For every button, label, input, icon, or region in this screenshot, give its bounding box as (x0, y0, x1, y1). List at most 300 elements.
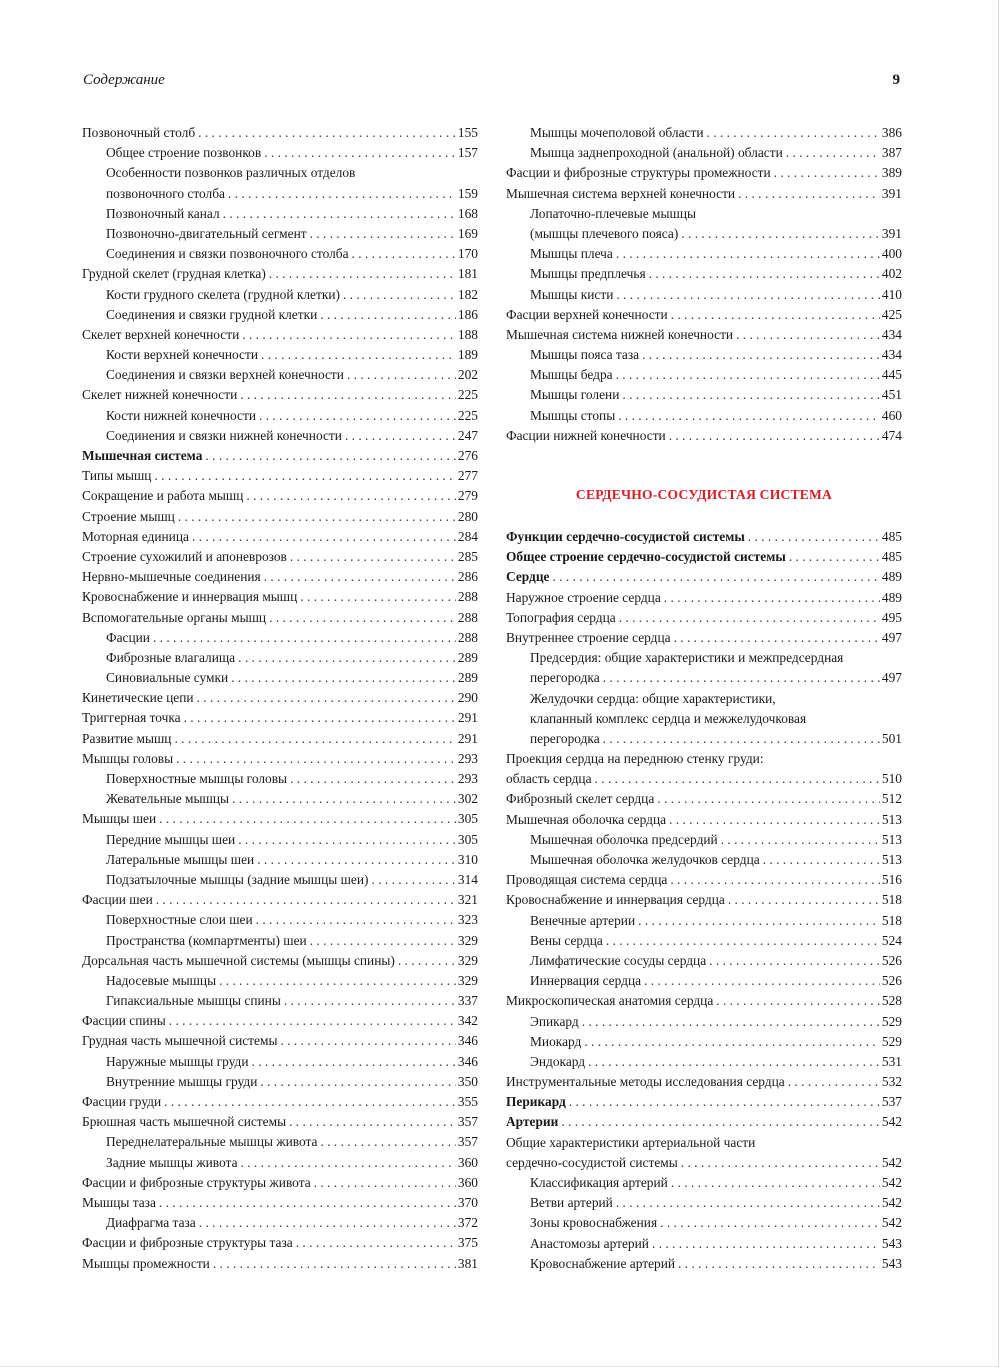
toc-entry[interactable] (82, 446, 478, 466)
dot-leader (296, 1233, 456, 1253)
section-heading-cardiovascular: СЕРДЕЧНО-СОСУДИСТАЯ СИСТЕМА (575, 487, 833, 502)
toc-entry[interactable] (82, 729, 478, 749)
dot-leader (269, 608, 456, 628)
toc-entry[interactable] (506, 1092, 902, 1112)
dot-leader (290, 547, 456, 567)
toc-page-number: 402 (881, 266, 902, 282)
toc-page-number: 329 (457, 932, 478, 948)
toc-page-number: 445 (881, 367, 902, 383)
dot-leader (310, 931, 456, 951)
dot-leader (246, 486, 456, 506)
toc-entry-title: Внутренние мышцы груди (106, 1073, 258, 1089)
toc-entry-title: Зоны кровоснабжения (530, 1215, 658, 1231)
toc-entry-title: Функции сердечно-сосудистой системы (506, 529, 745, 544)
toc-entry-title: Гипаксиальные мышцы спины (106, 993, 281, 1009)
toc-page-number: 291 (457, 710, 478, 726)
toc-subentry[interactable] (506, 224, 902, 244)
toc-entry[interactable] (506, 305, 902, 325)
toc-entry[interactable] (506, 628, 902, 648)
toc-page-number: 288 (457, 609, 478, 625)
toc-entry-title: (мышцы плечевого пояса) (530, 225, 679, 241)
toc-subentry[interactable] (506, 1234, 902, 1254)
toc-page-number: 225 (457, 407, 478, 423)
dot-leader (176, 749, 456, 769)
toc-subentry[interactable] (82, 991, 478, 1011)
toc-entry-title: Кости верхней конечности (106, 347, 258, 363)
toc-page-number: 489 (881, 569, 902, 585)
toc-subentry[interactable] (82, 628, 478, 648)
toc-page-number: 391 (881, 225, 902, 241)
toc-page-number: 537 (881, 1094, 902, 1110)
toc-entry-title: Кровоснабжение и иннервация сердца (506, 892, 725, 908)
toc-entry[interactable] (82, 587, 478, 607)
toc-entry[interactable] (82, 1092, 478, 1112)
toc-subentry[interactable] (82, 870, 478, 890)
toc-subentry[interactable] (82, 971, 478, 991)
toc-entry-title: Перикард (506, 1094, 566, 1110)
toc-entry-title: Анастомозы артерий (530, 1235, 649, 1251)
toc-page-number: 497 (881, 670, 902, 686)
toc-entry-title: сердечно-сосудистой системы (506, 1154, 678, 1170)
toc-subentry[interactable] (82, 426, 478, 446)
toc-entry-title: Мышцы кисти (530, 286, 614, 302)
toc-entry-title: Фасции и фиброзные структуры таза (82, 1235, 293, 1251)
toc-subentry[interactable] (506, 1012, 902, 1032)
toc-subentry[interactable] (82, 1132, 478, 1152)
dot-leader (343, 285, 456, 305)
toc-entry-title: Надосевые мышцы (106, 972, 217, 988)
toc-entry[interactable] (82, 890, 478, 910)
toc-page-number: 305 (457, 811, 478, 827)
toc-entry-title: Вспомогательные органы мышц (82, 609, 267, 625)
toc-page-number: 277 (457, 468, 478, 484)
toc-entry-title: Триггерная точка (82, 710, 181, 726)
toc-entry-title: Мышечная система нижней конечности (506, 326, 734, 342)
toc-subentry[interactable] (82, 931, 478, 951)
dot-leader (238, 830, 456, 850)
dot-leader (205, 446, 455, 466)
toc-page-number: 518 (881, 912, 902, 928)
dot-leader (290, 769, 456, 789)
toc-subentry[interactable] (506, 365, 902, 385)
toc-entry-title: Скелет нижней конечности (82, 387, 238, 403)
toc-entry[interactable] (82, 1233, 478, 1253)
dot-leader (240, 385, 456, 405)
dot-leader (652, 1234, 880, 1254)
toc-subentry[interactable] (506, 1052, 902, 1072)
toc-entry[interactable] (82, 527, 478, 547)
dot-leader (169, 1011, 456, 1031)
toc-entry-title: Фасции верхней конечности (506, 306, 668, 322)
running-header-title: Содержание (83, 72, 165, 88)
toc-entry[interactable] (82, 507, 478, 527)
toc-page-number: 360 (457, 1174, 478, 1190)
toc-page-number: 329 (457, 952, 478, 968)
toc-subentry[interactable] (82, 789, 478, 809)
dot-leader (681, 224, 880, 244)
toc-page-number: 170 (457, 246, 478, 262)
toc-subentry[interactable] (506, 143, 902, 163)
toc-subentry[interactable] (506, 1173, 902, 1193)
toc-entry-title: Пространства (компартменты) шеи (106, 932, 307, 948)
dot-leader (159, 1193, 456, 1213)
toc-page-number: 186 (457, 306, 478, 322)
toc-entry[interactable] (506, 567, 902, 587)
dot-leader (716, 991, 880, 1011)
toc-subentry[interactable] (506, 911, 902, 931)
dot-leader (347, 365, 456, 385)
toc-subentry[interactable] (506, 285, 902, 305)
dot-leader (582, 1012, 880, 1032)
toc-entry-title: Мышечная оболочка сердца (506, 811, 667, 827)
toc-subentry[interactable] (82, 830, 478, 850)
toc-page-number: 157 (457, 145, 478, 161)
dot-leader (219, 971, 456, 991)
toc-subentry[interactable] (506, 850, 902, 870)
toc-page-number: 346 (457, 1033, 478, 1049)
toc-entry[interactable] (82, 1011, 478, 1031)
toc-entry-title: Лимфатические сосуды сердца (530, 952, 707, 968)
toc-subentry[interactable] (506, 1254, 902, 1274)
toc-entry-title: Позвоночно-двигательный сегмент (106, 225, 307, 241)
dot-leader (231, 668, 456, 688)
toc-subentry[interactable] (82, 224, 478, 244)
toc-page-number: 289 (457, 649, 478, 665)
toc-entry[interactable] (82, 1112, 478, 1132)
toc-page-number: 288 (457, 589, 478, 605)
toc-page-number: 247 (457, 427, 478, 443)
dot-leader (786, 143, 880, 163)
toc-entry-title: Фасции шеи (82, 892, 153, 908)
toc-entry[interactable] (506, 769, 902, 789)
toc-entry[interactable] (82, 1173, 478, 1193)
toc-page-number: 518 (881, 892, 902, 908)
dot-leader (238, 648, 456, 668)
toc-entry-continued: Лопаточно-плечевые мышцы (530, 205, 696, 221)
toc-page-number: 542 (881, 1215, 902, 1231)
dot-leader (670, 870, 880, 890)
toc-entry[interactable] (82, 1031, 478, 1051)
toc-page-number: 329 (457, 972, 478, 988)
dot-leader (616, 365, 880, 385)
toc-entry-continued: Общие характеристики артериальной части (506, 1134, 756, 1150)
toc-page-number: 542 (881, 1195, 902, 1211)
toc-entry-title: Мышцы стопы (530, 407, 616, 423)
toc-subentry[interactable] (82, 648, 478, 668)
toc-entry-title: Мышцы шеи (82, 811, 157, 827)
dot-leader (264, 567, 456, 587)
toc-subentry[interactable] (506, 830, 902, 850)
dot-leader (232, 789, 456, 809)
toc-column-right-top (506, 123, 902, 446)
toc-entry[interactable] (82, 547, 478, 567)
toc-entry-title: Мышцы таза (82, 1194, 156, 1210)
toc-entry-title: перегородка (530, 670, 600, 686)
toc-subentry[interactable] (506, 931, 902, 951)
toc-entry-title: Позвоночный канал (106, 205, 220, 221)
toc-subentry[interactable] (506, 668, 902, 688)
dot-leader (678, 1254, 880, 1274)
dot-leader (638, 911, 880, 931)
toc-subentry[interactable] (506, 1193, 902, 1213)
toc-entry-title: Мышца заднепроходной (анальной) области (530, 145, 783, 161)
toc-page-number: 528 (881, 993, 902, 1009)
toc-page-number: 389 (881, 165, 902, 181)
toc-page-number: 182 (457, 286, 478, 302)
toc-page-number: 310 (457, 851, 478, 867)
toc-entry-title: Мышечная оболочка предсердий (530, 831, 718, 847)
toc-entry[interactable] (506, 1112, 902, 1132)
toc-page-number: 189 (457, 347, 478, 363)
toc-page-number: 279 (457, 488, 478, 504)
toc-entry-title: Фиброзный скелет сердца (506, 791, 655, 807)
toc-entry-continued: Предсердия: общие характеристики и межпредсердная (530, 650, 844, 666)
toc-entry[interactable] (82, 264, 478, 284)
dot-leader (310, 224, 456, 244)
dot-leader (174, 729, 455, 749)
toc-entry-title: Эпикард (530, 1013, 579, 1029)
toc-entry-title: Грудная часть мышечной системы (82, 1033, 278, 1049)
toc-page-number: 497 (881, 629, 902, 645)
dot-leader (256, 910, 456, 930)
toc-entry-title: Соединения и связки нижней конечности (106, 427, 342, 443)
toc-page-number: 342 (457, 1013, 478, 1029)
toc-page-number: 202 (457, 367, 478, 383)
toc-page-number: 386 (881, 125, 902, 140)
dot-leader (738, 184, 880, 204)
toc-page-number: 290 (457, 690, 478, 706)
toc-page-number: 159 (457, 185, 478, 201)
toc-page-number: 305 (457, 831, 478, 847)
toc-entry[interactable] (82, 466, 478, 486)
toc-subentry[interactable] (506, 1032, 902, 1052)
toc-entry-title: Инструментальные методы исследования сердца (506, 1074, 785, 1090)
dot-leader (561, 1112, 880, 1132)
toc-entry-title: Мышцы пояса таза (530, 347, 640, 363)
toc-entry[interactable] (506, 789, 902, 809)
toc-entry[interactable] (506, 588, 902, 608)
toc-entry[interactable] (506, 991, 902, 1011)
toc-entry[interactable] (82, 123, 478, 143)
dot-leader (595, 769, 880, 789)
dot-leader (223, 204, 456, 224)
toc-entry-title: Скелет верхней конечности (82, 326, 240, 342)
toc-entry-title: Наружные мышцы груди (106, 1053, 249, 1069)
toc-page-number: 350 (457, 1073, 478, 1089)
toc-page-number: 291 (457, 730, 478, 746)
toc-entry[interactable] (82, 486, 478, 506)
toc-entry-title: Моторная единица (82, 528, 189, 544)
dot-leader (788, 1072, 880, 1092)
toc-entry[interactable] (506, 547, 902, 567)
dot-leader (748, 527, 880, 547)
toc-entry[interactable] (82, 951, 478, 971)
toc-entry-title: Артерии (506, 1114, 559, 1130)
toc-page-number: 288 (457, 629, 478, 645)
toc-entry[interactable] (506, 527, 902, 547)
dot-leader (184, 708, 456, 728)
toc-entry-title: Мышечная система (82, 448, 203, 463)
toc-subentry[interactable] (82, 1052, 478, 1072)
toc-entry-title: Нервно-мышечные соединения (82, 569, 261, 585)
dot-leader (228, 184, 456, 204)
toc-subentry[interactable] (82, 1072, 478, 1092)
toc-entry-title: Синовиальные сумки (106, 670, 229, 686)
toc-entry-title: Кости грудного скелета (грудной клетки) (106, 286, 340, 302)
toc-entry[interactable] (82, 608, 478, 628)
toc-subentry[interactable] (82, 285, 478, 305)
dot-leader (284, 991, 456, 1011)
toc-subentry[interactable] (82, 204, 478, 224)
dot-leader (159, 809, 456, 829)
dot-leader (603, 729, 880, 749)
dot-leader (398, 951, 456, 971)
toc-subentry[interactable] (82, 345, 478, 365)
toc-subentry[interactable] (82, 406, 478, 426)
toc-entry-title: Сердце (506, 569, 550, 585)
toc-entry[interactable] (506, 1153, 902, 1173)
toc-subentry[interactable] (506, 345, 902, 365)
toc-subentry[interactable] (82, 365, 478, 385)
toc-page-number: 370 (457, 1194, 478, 1210)
toc-entry-title: Переднелатеральные мышцы живота (106, 1134, 318, 1150)
dot-leader (728, 890, 880, 910)
toc-subentry[interactable] (506, 406, 902, 426)
toc-page-number: 323 (457, 912, 478, 928)
toc-entry[interactable] (82, 809, 478, 829)
toc-entry-title: Сокращение и работа мышц (82, 488, 244, 504)
toc-entry-title: Микроскопическая анатомия сердца (506, 993, 714, 1009)
toc-subentry[interactable] (82, 143, 478, 163)
toc-page-number: 293 (457, 771, 478, 786)
dot-leader (300, 587, 456, 607)
toc-subentry[interactable] (82, 184, 478, 204)
dot-leader (269, 264, 456, 284)
dot-leader (642, 345, 880, 365)
dot-leader (321, 1132, 456, 1152)
toc-page-number: 381 (457, 1255, 478, 1271)
toc-entry-title: Строение сухожилий и апоневрозов (82, 548, 287, 564)
toc-page-number: 289 (457, 670, 478, 686)
toc-subentry[interactable] (82, 1213, 478, 1233)
toc-entry-title: Внутреннее строение сердца (506, 629, 671, 645)
toc-subentry[interactable] (82, 668, 478, 688)
dot-leader (774, 163, 880, 183)
toc-page-number: 285 (457, 548, 478, 564)
toc-entry[interactable] (506, 1072, 902, 1092)
toc-page-number: 485 (881, 529, 902, 544)
toc-subentry[interactable] (506, 971, 902, 991)
toc-entry[interactable] (82, 1254, 478, 1274)
toc-subentry[interactable] (506, 951, 902, 971)
toc-subentry[interactable] (82, 244, 478, 264)
toc-entry-title: Соединения и связки позвоночного столба (106, 246, 349, 262)
toc-entry-title: Классификация артерий (530, 1175, 668, 1190)
toc-entry[interactable] (82, 385, 478, 405)
toc-entry[interactable] (506, 810, 902, 830)
toc-page-number: 543 (881, 1255, 902, 1271)
toc-page-number: 526 (881, 952, 902, 968)
toc-entry-title: Кровоснабжение артерий (530, 1255, 676, 1271)
toc-entry[interactable] (506, 890, 902, 910)
dot-leader (588, 1052, 880, 1072)
toc-page-number: 169 (457, 225, 478, 241)
toc-entry[interactable] (506, 870, 902, 890)
toc-page-number: 400 (881, 246, 902, 262)
toc-entry-continued: клапанный комплекс сердца и межжелудочковая (530, 710, 807, 726)
toc-entry-title: Фасции нижней конечности (506, 427, 666, 443)
toc-entry-title: Мышцы головы (82, 750, 174, 766)
dot-leader (197, 688, 456, 708)
dot-leader (261, 345, 456, 365)
toc-subentry[interactable] (82, 769, 478, 789)
toc-subentry[interactable] (506, 385, 902, 405)
dot-leader (671, 1173, 880, 1193)
toc-entry-title: Грудной скелет (грудная клетка) (82, 266, 266, 282)
dot-leader (280, 1031, 455, 1051)
toc-entry-title: Иннервация сердца (530, 973, 642, 989)
toc-entry[interactable] (82, 1193, 478, 1213)
toc-entry[interactable] (506, 184, 902, 204)
toc-column-right-bottom (506, 527, 902, 1274)
toc-page-number: 516 (881, 872, 902, 888)
toc-entry-title: Фасции и фиброзные структуры промежности (506, 165, 771, 181)
toc-entry-title: Фасции (106, 629, 150, 645)
toc-subentry[interactable] (82, 910, 478, 930)
dot-leader (154, 466, 455, 486)
dot-leader (192, 527, 456, 547)
dot-leader (352, 244, 456, 264)
dot-leader (671, 305, 880, 325)
toc-entry-title: Брюшная часть мышечной системы (82, 1114, 287, 1130)
toc-entry[interactable] (82, 688, 478, 708)
toc-subentry[interactable] (506, 123, 902, 143)
toc-page-number: 532 (881, 1074, 902, 1090)
toc-subentry[interactable] (82, 305, 478, 325)
toc-page-number: 357 (457, 1114, 478, 1130)
toc-entry[interactable] (82, 749, 478, 769)
toc-page-number: 513 (881, 831, 902, 847)
toc-page-number: 286 (457, 569, 478, 585)
toc-entry-title: Общее строение сердечно-сосудистой системы (506, 549, 786, 565)
toc-entry[interactable] (82, 567, 478, 587)
toc-subentry[interactable] (82, 1153, 478, 1173)
toc-subentry[interactable] (82, 850, 478, 870)
toc-entry-title: Подзатылочные мышцы (задние мышцы шеи) (106, 871, 369, 887)
toc-column-left (82, 123, 478, 1274)
toc-page-number: 225 (457, 387, 478, 403)
toc-subentry[interactable] (506, 1213, 902, 1233)
toc-entry[interactable] (506, 325, 902, 345)
toc-page-number: 360 (457, 1154, 478, 1170)
dot-leader (320, 305, 456, 325)
toc-entry[interactable] (82, 325, 478, 345)
dot-leader (669, 426, 880, 446)
dot-leader (669, 810, 880, 830)
toc-entry[interactable] (506, 426, 902, 446)
toc-entry[interactable] (506, 163, 902, 183)
toc-subentry[interactable] (506, 729, 902, 749)
toc-entry-title: Эндокард (530, 1053, 586, 1069)
toc-entry[interactable] (506, 608, 902, 628)
dot-leader (681, 1153, 880, 1173)
toc-subentry[interactable] (506, 264, 902, 284)
dot-leader (584, 1032, 880, 1052)
toc-page-number: 542 (881, 1175, 902, 1190)
toc-entry[interactable] (82, 708, 478, 728)
dot-leader (736, 325, 880, 345)
toc-subentry[interactable] (506, 244, 902, 264)
